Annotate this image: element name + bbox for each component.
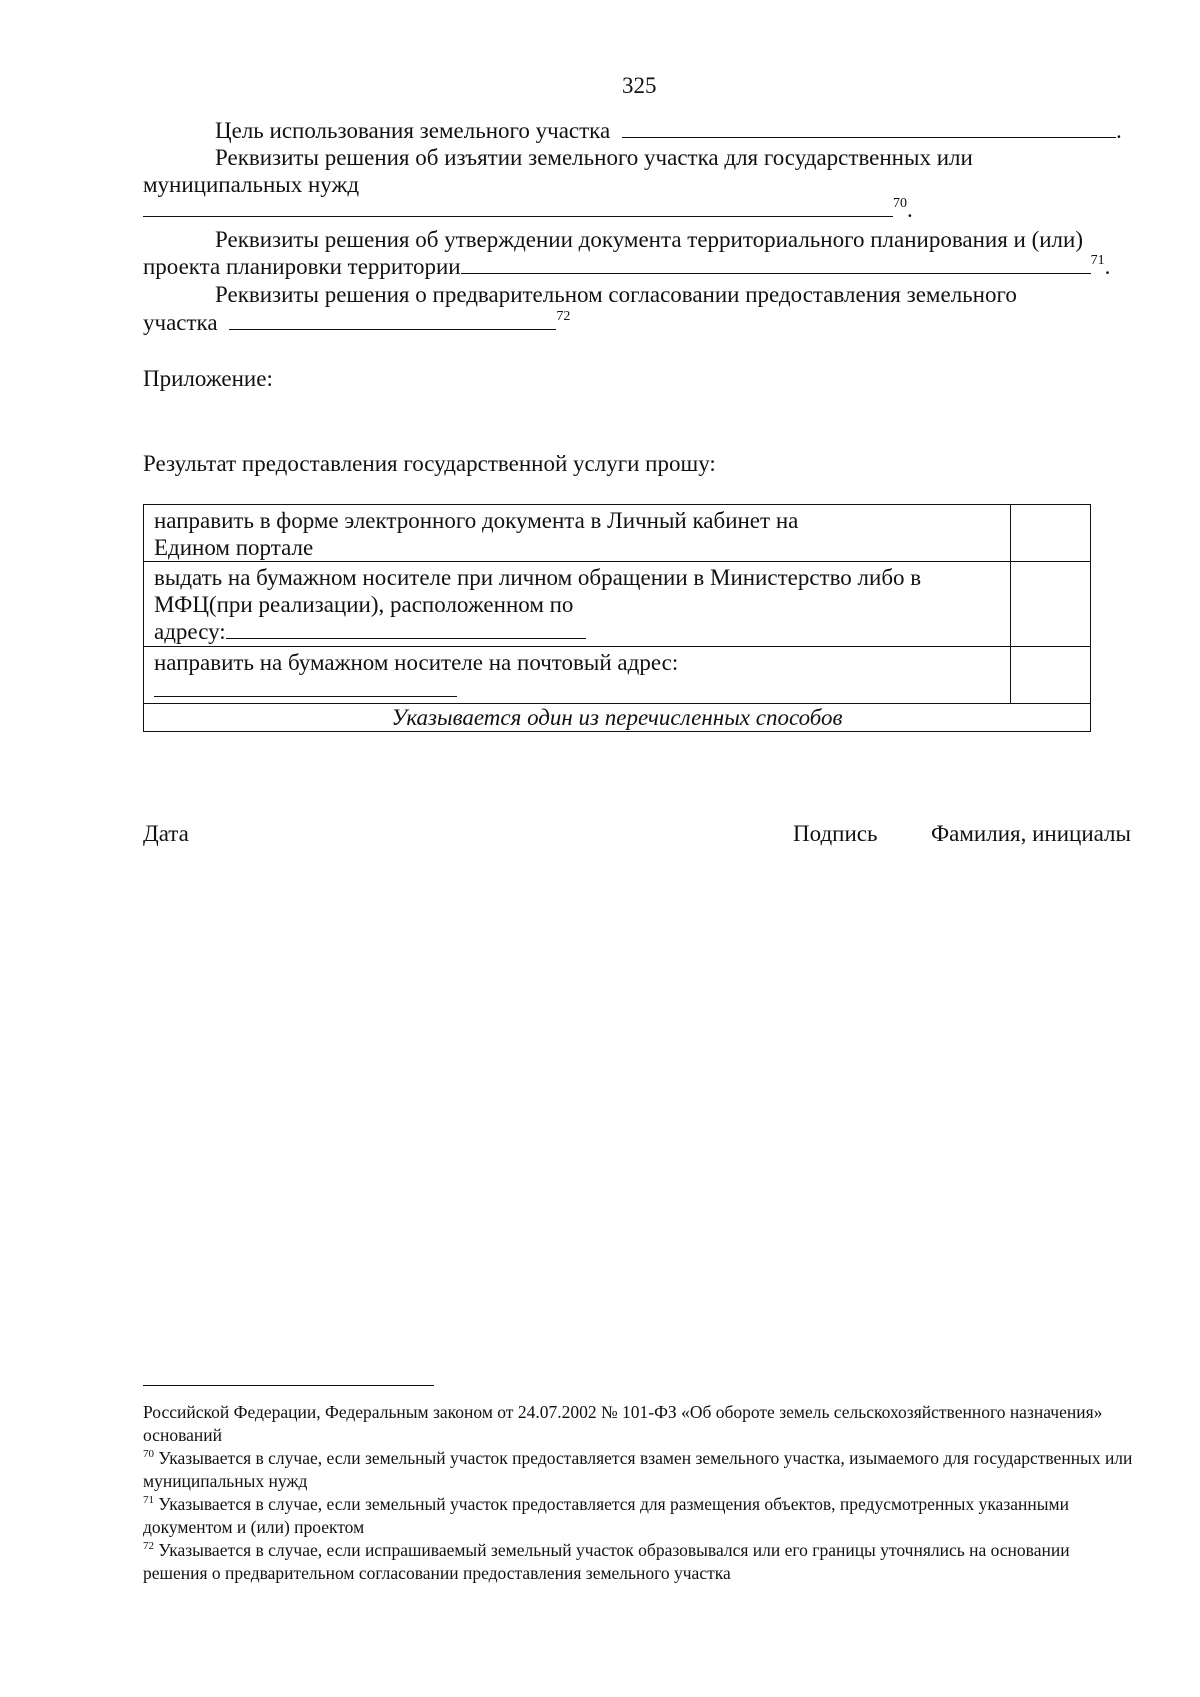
footnote-72 <box>143 1539 1133 1585</box>
date-label: Дата <box>143 821 189 846</box>
seizure-input-line[interactable] <box>143 196 893 217</box>
option-text-line: МФЦ(при реализации), расположенном по <box>154 592 574 617</box>
postal-address-input-line[interactable] <box>154 676 457 697</box>
footnote-text: Указывается в случае, если испрашиваемый земельный участок образовывался или его границы уточнялись на основании решения о предварительном согласовании предоставления земельного участка <box>143 1540 1070 1583</box>
seizure-period: . <box>907 197 913 222</box>
option-address-row <box>154 618 1000 645</box>
option-checkbox-electronic[interactable] <box>1011 505 1091 562</box>
option-text <box>144 647 1011 704</box>
option-text-line: выдать на бумажном носителе при личном обращении в Министерство либо в <box>154 565 922 590</box>
planning-input-line[interactable] <box>461 253 1091 274</box>
planning-period: . <box>1104 254 1111 279</box>
option-row-electronic <box>144 505 1091 562</box>
footnote-ref-72[interactable]: 72 <box>556 309 571 325</box>
address-input-line[interactable] <box>226 618 586 639</box>
footnote-ref-71[interactable]: 71 <box>1090 253 1105 269</box>
footnote-number: 72 <box>143 1540 154 1553</box>
purpose-input-line[interactable] <box>622 117 1116 138</box>
footnote-70 <box>143 1447 1133 1493</box>
option-note-row <box>144 704 1091 732</box>
planning-label-line1: Реквизиты решения об утверждении документа территориального планирования и (или) <box>215 227 1084 252</box>
option-text-line: адресу: <box>154 619 226 644</box>
seizure-input-row <box>143 196 913 223</box>
purpose-label: Цель использования земельного участка <box>215 118 611 143</box>
signature-label: Подпись <box>793 821 878 846</box>
option-row-paper-in-person <box>144 562 1091 647</box>
footnote-continuation: Российской Федерации, Федеральным законом от 24.07.2002 № 101-ФЗ «Об обороте земель сельскохозяйственного назначения» оснований <box>143 1402 1103 1445</box>
postal-address-row <box>154 676 1000 703</box>
seizure-label-line2: муниципальных нужд <box>143 172 360 197</box>
footnote-text: Указывается в случае, если земельный участок предоставляется для размещения объектов, предусмотренных указанными документом и (или) проектом <box>143 1494 1069 1537</box>
preliminary-input-line[interactable] <box>229 309 556 330</box>
purpose-period: . <box>1115 118 1122 143</box>
footnotes <box>143 1401 1133 1585</box>
planning-label-line2: проекта планировки территории <box>143 254 461 279</box>
option-text-line: направить в форме электронного документа в Личный кабинет на <box>154 508 799 533</box>
footnote-71 <box>143 1493 1133 1539</box>
footnote-ref-70[interactable]: 70 <box>893 196 907 212</box>
delivery-options-table <box>143 504 1091 732</box>
page-number: 325 <box>622 73 657 98</box>
preliminary-label-line2: участка <box>143 310 218 335</box>
option-text <box>144 505 1011 562</box>
option-text <box>144 562 1011 647</box>
preliminary-label-line1: Реквизиты решения о предварительном согласовании предоставления земельного <box>215 282 1017 307</box>
seizure-label-line1: Реквизиты решения об изъятии земельного участка для государственных или <box>215 145 973 170</box>
option-text-line: направить на бумажном носителе на почтовый адрес: <box>154 650 679 675</box>
appendix-label: Приложение: <box>143 366 273 391</box>
preliminary-row <box>143 309 570 336</box>
result-label: Результат предоставления государственной услуги прошу: <box>143 451 716 476</box>
option-checkbox-paper-mail[interactable] <box>1011 647 1091 704</box>
footnote-separator <box>143 1385 434 1386</box>
option-text-line: Едином портале <box>154 535 314 560</box>
footnote-number: 70 <box>143 1448 154 1461</box>
name-initials-label: Фамилия, инициалы <box>931 821 1131 846</box>
purpose-row <box>215 117 1122 144</box>
footnote-text: Указывается в случае, если земельный участок предоставляется взамен земельного участка, изымаемого для государственных или муниципальных нужд <box>143 1448 1133 1491</box>
option-checkbox-paper-in-person[interactable] <box>1011 562 1091 647</box>
planning-row <box>143 253 1110 280</box>
footnote-number: 71 <box>143 1494 154 1507</box>
option-row-paper-mail <box>144 647 1091 704</box>
options-note: Указывается один из перечисленных способов <box>144 704 1091 732</box>
